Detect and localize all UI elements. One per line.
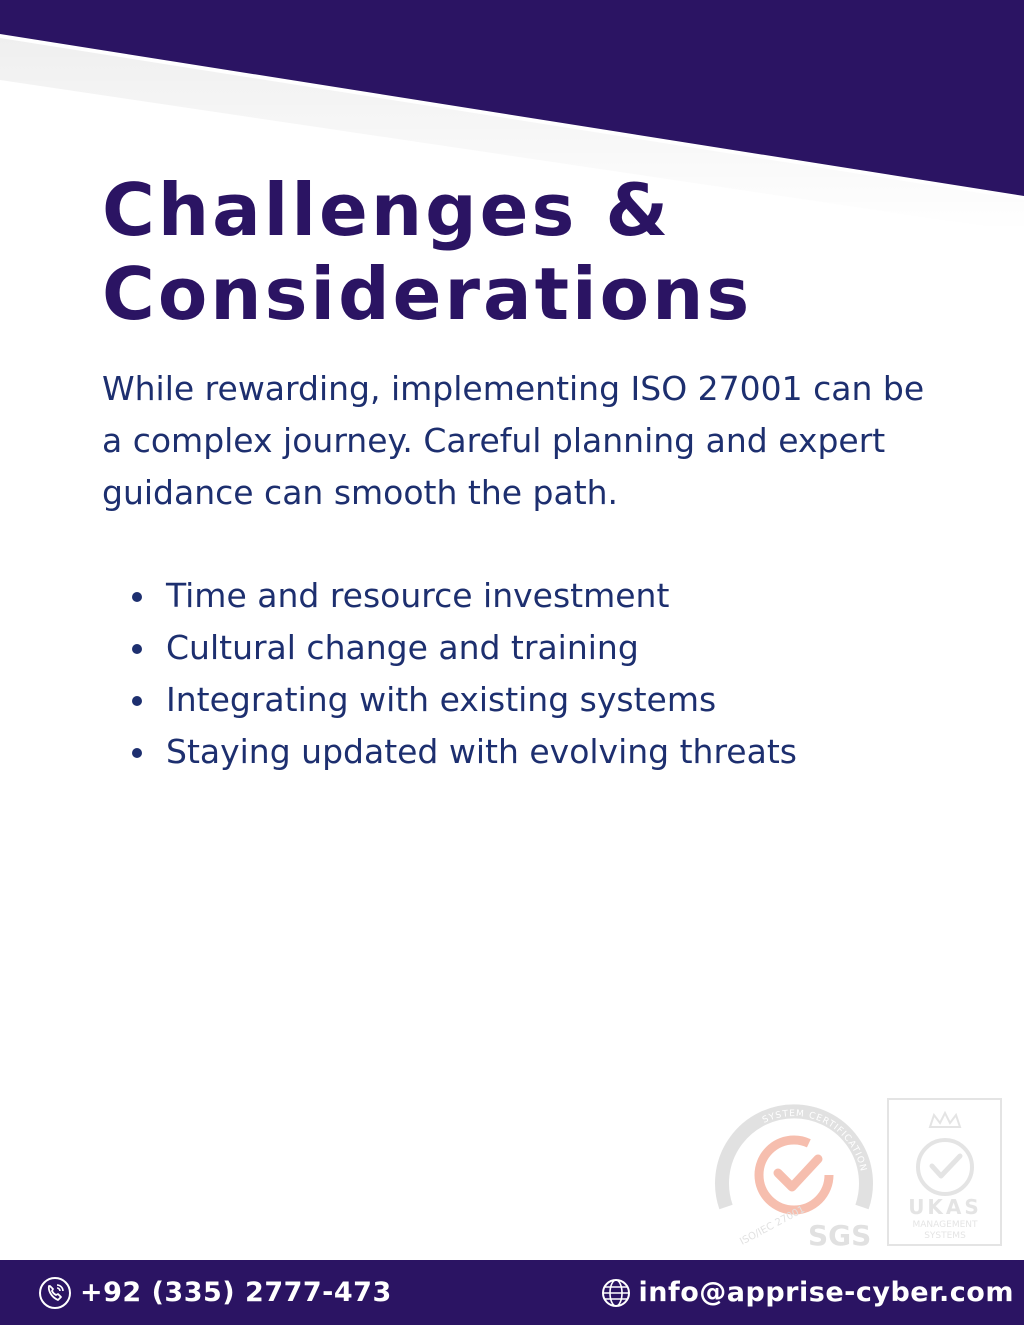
- sgs-standard-text: ISO/IEC 27001: [738, 1204, 807, 1248]
- certification-seals: [708, 1095, 1008, 1250]
- footer-email[interactable]: [601, 1260, 1014, 1325]
- ukas-subtitle-2: SYSTEMS: [924, 1231, 966, 1241]
- bullet-icon: [132, 592, 142, 602]
- email-address: info@apprise-cyber.com: [638, 1277, 1014, 1308]
- ukas-title: UKAS: [908, 1195, 982, 1219]
- list-item-text: Staying updated with evolving threats: [166, 732, 797, 771]
- title-line-2: Considerations: [102, 252, 753, 336]
- list-item: [130, 726, 990, 778]
- globe-icon: [601, 1278, 631, 1308]
- footer-phone[interactable]: [38, 1260, 392, 1325]
- ukas-seal-icon: [888, 1099, 1001, 1245]
- list-item: [130, 570, 990, 622]
- footer-bar: [0, 1260, 1024, 1325]
- ukas-subtitle: MANAGEMENT: [912, 1220, 978, 1230]
- list-item-text: Integrating with existing systems: [166, 680, 717, 719]
- list-item-text: Cultural change and training: [166, 628, 639, 667]
- title-line-1: Challenges &: [102, 168, 672, 252]
- intro-paragraph: While rewarding, implementing ISO 27001 can be a complex journey. Careful planning and expert guidance can smooth the path.: [102, 369, 925, 512]
- bullet-icon: [132, 748, 142, 758]
- list-item-text: Time and resource investment: [166, 576, 670, 615]
- sgs-brand-text: SGS: [808, 1219, 872, 1250]
- challenges-list: [130, 570, 990, 778]
- page-title: [102, 168, 752, 336]
- phone-icon: [38, 1276, 72, 1310]
- phone-number: +92 (335) 2777-473: [80, 1277, 392, 1308]
- sgs-ring-text: SYSTEM CERTIFICATION: [761, 1108, 868, 1173]
- bullet-icon: [132, 644, 142, 654]
- bullet-icon: [132, 696, 142, 706]
- list-item: [130, 674, 990, 726]
- list-item: [130, 622, 990, 674]
- sgs-seal-icon: [722, 1109, 871, 1250]
